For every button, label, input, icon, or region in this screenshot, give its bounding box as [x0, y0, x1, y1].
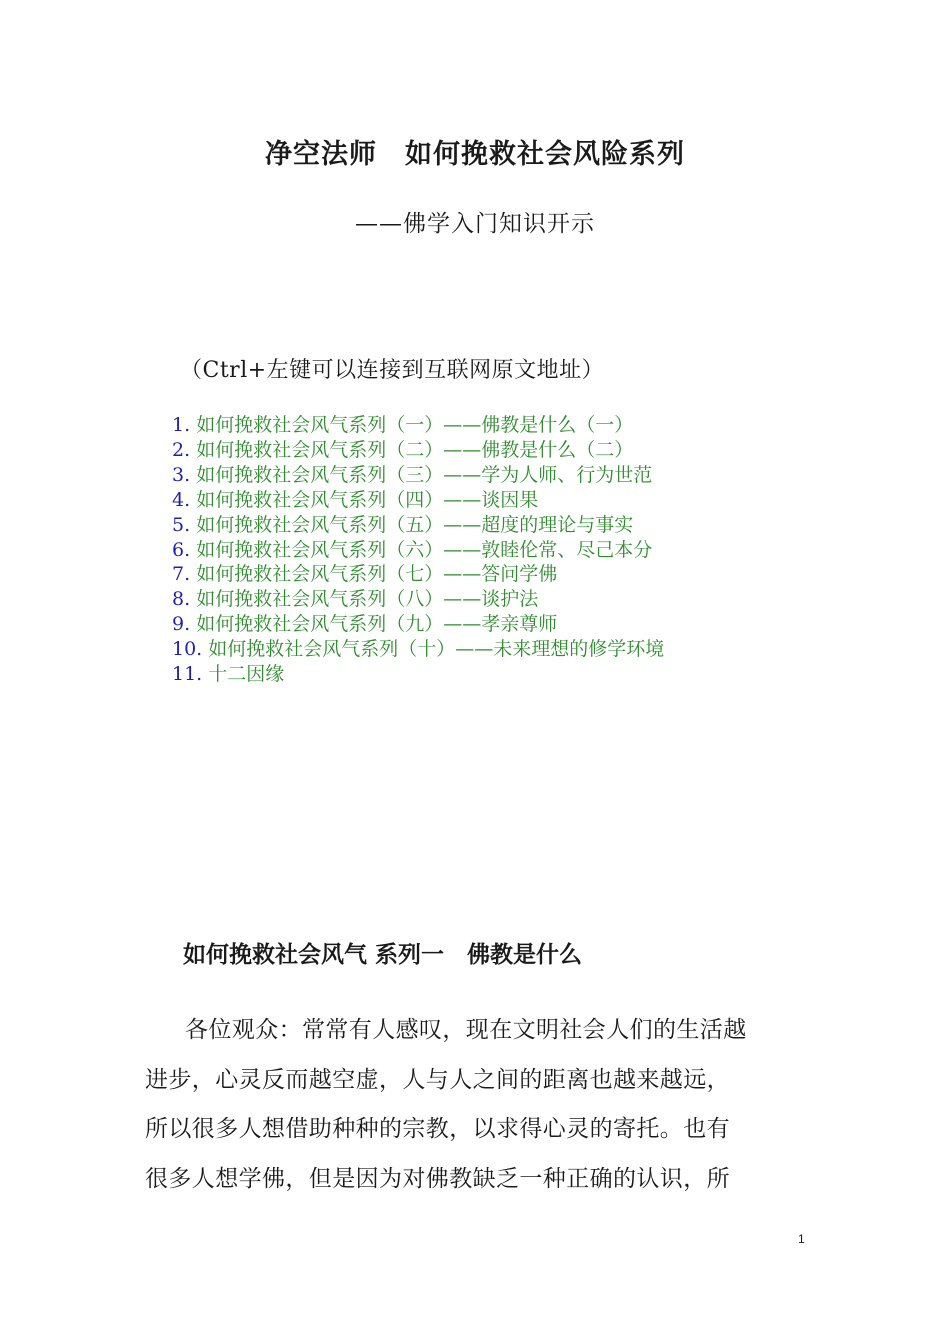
body-line: 很多人想学佛，但是因为对佛教缺乏一种正确的认识，所 — [145, 1165, 730, 1192]
toc-item — [172, 662, 664, 687]
toc-item — [172, 637, 664, 662]
toc-link[interactable]: 如何挽救社会风气系列（三）——学为人师、行为世范 — [196, 463, 653, 486]
toc-link[interactable]: 如何挽救社会风气系列（二）——佛教是什么（二） — [196, 438, 634, 461]
toc-item-number: 3. — [172, 463, 191, 486]
toc-link[interactable]: 如何挽救社会风气系列（一）——佛教是什么（一） — [196, 414, 634, 436]
toc-link[interactable]: 如何挽救社会风气系列（七）——答问学佛 — [196, 563, 558, 586]
toc-link[interactable]: 如何挽救社会风气系列（八）——谈护法 — [196, 588, 539, 611]
toc-item — [172, 587, 664, 612]
document-title: 净空法师 如何挽救社会风险系列 — [265, 139, 685, 170]
toc-link[interactable]: 如何挽救社会风气系列（十）——未来理想的修学环境 — [208, 638, 665, 661]
body-line: 进步，心灵反而越空虚，人与人之间的距离也越来越远， — [145, 1066, 730, 1093]
body-line: 各位观众：常常有人感叹，现在文明社会人们的生活越 — [185, 1017, 747, 1043]
toc-item — [172, 413, 664, 438]
link-hint: （Ctrl+左键可以连接到互联网原文地址） — [180, 358, 605, 383]
toc-item-number: 9. — [172, 613, 191, 636]
document-subtitle: ——佛学入门知识开示 — [355, 211, 595, 237]
toc-item — [172, 463, 664, 488]
page-number: 1 — [798, 1232, 805, 1246]
body-line: 所以很多人想借助种种的宗教，以求得心灵的寄托。也有 — [145, 1116, 730, 1142]
toc-item-number: 7. — [172, 563, 191, 586]
body-paragraph — [145, 1006, 805, 1204]
toc-item-number: 10. — [172, 638, 203, 661]
toc-item-number: 2. — [172, 438, 191, 461]
toc-item — [172, 513, 664, 538]
toc-link[interactable]: 如何挽救社会风气系列（四）——谈因果 — [196, 488, 539, 511]
toc-item-number: 5. — [172, 513, 191, 536]
toc-item-number: 8. — [172, 588, 191, 611]
toc-item-number: 4. — [172, 488, 191, 511]
toc-item-number: 11. — [172, 663, 203, 686]
toc-item — [172, 488, 664, 513]
toc-link[interactable]: 如何挽救社会风气系列（六）——敦睦伦常、尽己本分 — [196, 538, 653, 561]
toc-item-number: 1. — [172, 414, 191, 436]
toc-item-number: 6. — [172, 538, 191, 561]
toc-item — [172, 438, 664, 463]
section-heading: 如何挽救社会风气 系列一 佛教是什么 — [183, 942, 583, 968]
table-of-contents — [172, 413, 664, 687]
toc-item — [172, 612, 664, 637]
toc-link[interactable]: 如何挽救社会风气系列（九）——孝亲尊师 — [196, 613, 558, 636]
toc-link[interactable]: 十二因缘 — [208, 663, 285, 686]
toc-item — [172, 538, 664, 563]
toc-item — [172, 562, 664, 587]
toc-link[interactable]: 如何挽救社会风气系列（五）——超度的理论与事实 — [196, 513, 634, 536]
